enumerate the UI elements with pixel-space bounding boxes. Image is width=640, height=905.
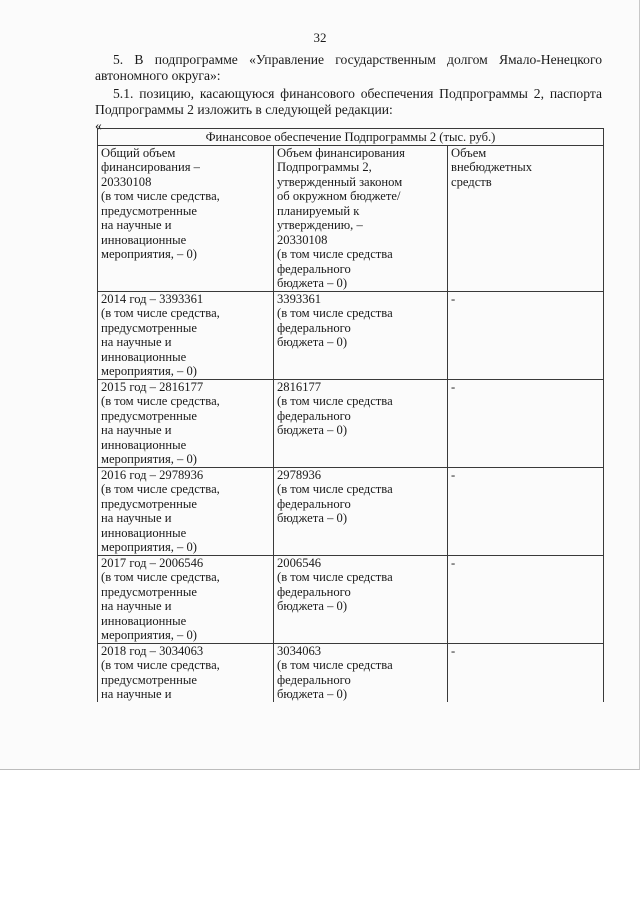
row-extra-2017: - [448, 555, 604, 643]
table-row [98, 467, 604, 555]
table-title: Финансовое обеспечение Подпрограммы 2 (тыс. руб.) [98, 129, 604, 146]
header-extrabudgetary: Объем внебюджетных средств [448, 145, 604, 291]
header-total-volume: Общий объем финансирования – 20330108 (в том числе средства, предусмотренные на научные и инновационные мероприятия, – 0) [98, 145, 274, 291]
paragraph-subprogram-intro: 5. В подпрограмме «Управление государственным долгом Ямало-Ненецкого автономного округа»: [95, 52, 602, 83]
row-total-2014: 2014 год – 3393361 (в том числе средства, предусмотренные на научные и инновационные мероприятия, – 0) [98, 291, 274, 379]
row-total-2017: 2017 год – 2006546 (в том числе средства, предусмотренные на научные и инновационные мероприятия, – 0) [98, 555, 274, 643]
table-row [98, 643, 604, 702]
row-total-2015: 2015 год – 2816177 (в том числе средства, предусмотренные на научные и инновационные мероприятия, – 0) [98, 379, 274, 467]
table-row [98, 291, 604, 379]
row-budget-2017: 2006546 (в том числе средства федерального бюджета – 0) [274, 555, 448, 643]
table-title-row [98, 129, 604, 146]
page-number: 32 [313, 30, 327, 45]
row-budget-2016: 2978936 (в том числе средства федерального бюджета – 0) [274, 467, 448, 555]
row-budget-2018: 3034063 (в том числе средства федерального бюджета – 0) [274, 643, 448, 702]
row-total-2016: 2016 год – 2978936 (в том числе средства, предусмотренные на научные и инновационные мероприятия, – 0) [98, 467, 274, 555]
table-row [98, 379, 604, 467]
row-total-2018: 2018 год – 3034063 (в том числе средства, предусмотренные на научные и [98, 643, 274, 702]
row-extra-2015: - [448, 379, 604, 467]
row-extra-2016: - [448, 467, 604, 555]
opening-quote-mark: « [95, 118, 102, 133]
row-extra-2014: - [448, 291, 604, 379]
row-budget-2015: 2816177 (в том числе средства федерального бюджета – 0) [274, 379, 448, 467]
header-budget-volume: Объем финансирования Подпрограммы 2, утвержденный законом об окружном бюджете/ планируемый к утверждению, – 20330108 (в том числе средства федерального бюджета – 0) [274, 145, 448, 291]
paragraph-amendment-instruction: 5.1. позицию, касающуюся финансового обеспечения Подпрограммы 2, паспорта Подпрограммы 2 изложить в следующей редакции: [95, 86, 602, 117]
table-header-row [98, 145, 604, 291]
table-row [98, 555, 604, 643]
row-extra-2018: - [448, 643, 604, 702]
row-budget-2014: 3393361 (в том числе средства федерального бюджета – 0) [274, 291, 448, 379]
financing-table [97, 128, 604, 702]
